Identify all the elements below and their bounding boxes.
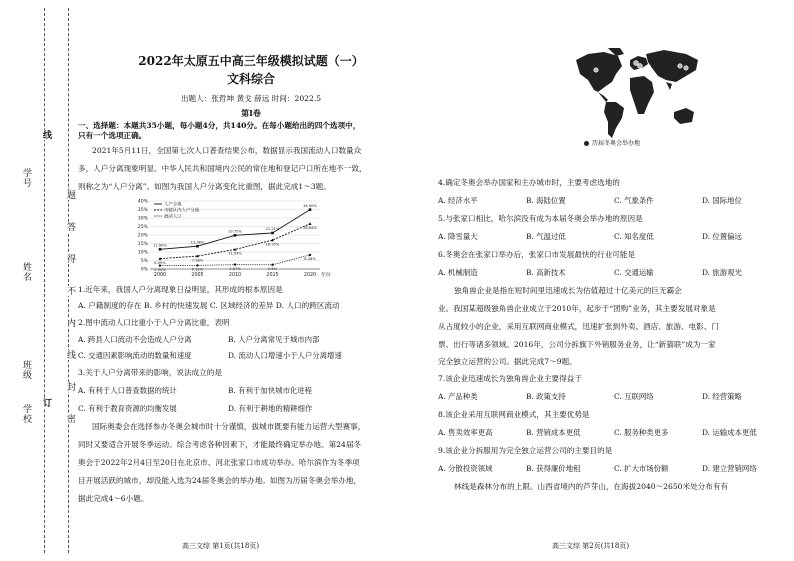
passage-line: 目开展活跃的城市，却没能入选为24届冬奥会的举办地。如图为历届冬奥会举办地， xyxy=(78,476,362,485)
question-1-options: A. 户籍制度的存在 B. 乡村的快速发展 C. 区域经济的差异 D. 人口的跨区流动 xyxy=(78,301,340,310)
instructions-line: 一、选择题：本题共35小题，每小题4分，共140分。在每小题给出的四个选项中， xyxy=(78,121,361,130)
question-4: 4.确定冬奥会举办国家和主办城市时，主要考虑选地的 xyxy=(438,178,620,187)
question-3-options-row xyxy=(78,404,312,414)
seal-char: 不 xyxy=(65,286,75,296)
data-point xyxy=(271,264,273,266)
data-label: 2.57% xyxy=(229,266,241,271)
passage-line: 国际奥委会在选择参办冬奥会城市时十分谨慎，拔城市既要有能力运营大型赛事， xyxy=(92,422,366,431)
passage-line: 同时又要适合开展冬季运动。综合考虑各种因素下，才能最终确定举办地。第24届冬 xyxy=(78,440,362,449)
data-label: 21.21% xyxy=(265,227,280,232)
passage-line: 多，人户分离现象明显。中华人民共和国境内公民的常住地和登记户口所在地不一致， xyxy=(78,164,367,173)
question-7-options-row xyxy=(438,392,742,402)
data-label: 7.58% xyxy=(191,258,204,263)
x-tick-label: 2000 xyxy=(153,273,167,278)
seal-char: 内 xyxy=(65,318,75,328)
option-c: C. 气象条件 xyxy=(614,196,654,205)
y-tick-label: 40% xyxy=(137,199,148,205)
option-c: C. 知名度低 xyxy=(614,232,654,241)
data-point xyxy=(196,245,199,248)
passage-line: 票、出行等诸多领域。2016年，公司分拆旗下外销服务业务，让“新猫联”成为一家 xyxy=(438,340,716,349)
data-point xyxy=(309,254,311,256)
question-2: 2.图中流动人口比重小于人户分离比重，表明 xyxy=(78,318,230,327)
seal-mark-order: 订 xyxy=(41,398,51,408)
y-tick-label: 30% xyxy=(137,216,148,222)
y-tick-label: 5% xyxy=(140,259,148,265)
option-b: B. 人户分离常见于城市内部 xyxy=(228,335,320,344)
exam-subtitle: 文科综合 xyxy=(226,72,275,86)
x-tick-label: 2020 xyxy=(303,273,317,278)
data-label: 6.09% xyxy=(154,260,166,265)
question-3-options-row xyxy=(78,386,312,396)
option-c: C. 互联网络 xyxy=(614,392,654,401)
option-a: A. 经济水平 xyxy=(438,196,478,205)
option-a: A. 产品种类 xyxy=(438,392,478,401)
option-a: A. 分散投资领域 xyxy=(438,464,493,473)
population-chart xyxy=(124,195,334,283)
name-label: 姓名 xyxy=(21,262,31,282)
option-d: D. 旅游观光 xyxy=(702,268,742,277)
passage-line: 奥会于2022年2月4日至20日在北京市、河北张家口市成功举办。哈尔滨作为冬季项 xyxy=(78,458,360,467)
option-c: C. 扩大市场份额 xyxy=(614,464,669,473)
y-tick-label: 0% xyxy=(140,267,148,273)
option-c: C. 有利于教育资源的均衡发展 xyxy=(78,404,177,413)
data-label: 16.95% xyxy=(265,242,280,247)
question-8: 8.该企业采用互联网商业模式，其主要优势是 xyxy=(438,410,590,419)
option-d: D. 流动人口增速小于人户分离增速 xyxy=(228,351,342,360)
legend-label: 人户分离 xyxy=(164,202,182,208)
question-5-options-row xyxy=(438,232,742,242)
data-label: 19.75% xyxy=(228,229,242,234)
data-label: 34.90% xyxy=(303,203,317,208)
x-tick-label: 2015 xyxy=(266,273,279,278)
right-page xyxy=(432,0,788,561)
option-b: B. 营销成本更低 xyxy=(526,428,581,437)
y-tick-label: 15% xyxy=(137,242,148,248)
option-c: C. 服务种类更多 xyxy=(614,428,669,437)
option-b: B. 获得廉价地租 xyxy=(526,464,581,473)
question-8-options-row xyxy=(438,428,757,438)
passage-line: 则称之为“人户分离”。如图为我国人户分离变化比重图，据此完成1～3题。 xyxy=(78,182,331,191)
question-6-options-row xyxy=(438,268,742,278)
option-b: B. 气温过低 xyxy=(526,232,566,241)
passage-line: 据此完成4～6小题。 xyxy=(78,494,149,503)
passage-line: 从占度较小的企业，采用互联网商业模式，迅速扩张到外卖、酒店、旅游、电影、门 xyxy=(438,322,719,331)
question-6: 6.冬奥会在张家口举办后，张家口市发展最快的行业可能是 xyxy=(438,250,636,259)
exam-title: 2022年太原五中高三年级模拟试题（一） xyxy=(138,54,364,68)
question-3: 3.关于人户分离带来的影响，说法成立的是 xyxy=(78,368,222,377)
data-point xyxy=(309,208,312,211)
seal-mark-line: 线 xyxy=(41,130,51,140)
data-label: 26.64% xyxy=(303,225,317,230)
option-d: D. 位置偏远 xyxy=(702,232,742,241)
legend-label: 流动人口 xyxy=(164,214,182,220)
data-point xyxy=(309,222,312,225)
question-5: 5.与张家口相比，哈尔滨没有成为本届冬奥会举办地的原因是 xyxy=(438,214,643,223)
page-footer: 高三文综 第2页(共18页) xyxy=(552,542,630,550)
option-d: D. 建立营销网络 xyxy=(702,464,757,473)
data-label: 13.38% xyxy=(190,240,205,245)
passage-line: 2021年5月11日，全国第七次人口普查结果公布，数据显示我国流动人口数量众 xyxy=(92,146,362,155)
authors-line: 出题人：张哲坤 黄戈 薛远 时间：2022.5 xyxy=(180,94,322,103)
y-tick-label: 10% xyxy=(137,250,148,256)
page-footer: 高三文综 第1页(共18页) xyxy=(182,542,260,550)
question-2-options-row xyxy=(78,351,342,361)
option-d: D. 运输成本更低 xyxy=(702,428,757,437)
question-7: 7.该企业迅速成长为独角兽企业主要得益于 xyxy=(438,374,582,383)
left-page xyxy=(78,0,424,561)
question-4-options-row xyxy=(438,196,742,206)
option-b: B. 海陆位置 xyxy=(526,196,566,205)
x-tick-label: 2005 xyxy=(191,273,204,278)
legend-marker-icon xyxy=(584,141,589,146)
y-tick-label: 25% xyxy=(137,225,148,231)
y-tick-label: 20% xyxy=(137,233,148,239)
passage-line: 完全独立运营的公司。据此完成7～9题。 xyxy=(438,357,577,366)
legend-label: 市辖区内人户分离 xyxy=(164,208,200,214)
option-b: B. 有利于加快城市化进程 xyxy=(228,386,313,395)
question-9: 9.该企业分拆服用为完全独立运营公司的主要目的是 xyxy=(438,446,613,455)
passage-line: 业。我国某超级独角兽企业成立于2010年，起步于“团购”业务，其主要发展对象是 xyxy=(438,304,716,313)
data-point xyxy=(159,248,162,251)
student-id-label: 学号 xyxy=(21,168,31,188)
option-d: D. 有利于耕地的精耕细作 xyxy=(228,404,313,413)
class-label: 班级 xyxy=(21,360,31,380)
passage-line: 林线是森林分布的上限。山西省境内的芦芽山，在海拔2040～2650米处分布有有 xyxy=(454,482,729,491)
option-a: A. 降雪量大 xyxy=(438,232,478,241)
data-label: 11.60% xyxy=(153,243,167,248)
data-point xyxy=(234,234,237,237)
inner-seal-line xyxy=(68,8,69,553)
x-unit-label: 年份 xyxy=(321,273,331,278)
option-b: B. 政策支持 xyxy=(526,392,566,401)
option-a: A. 跨县人口流动不会造成人户分离 xyxy=(78,335,192,344)
question-9-options-row xyxy=(438,464,757,474)
option-a: A. 售卖效率更高 xyxy=(438,428,493,437)
data-point xyxy=(196,264,198,266)
data-point xyxy=(271,232,274,235)
option-b: B. 高新技术 xyxy=(526,268,566,277)
data-label: 11.54% xyxy=(228,251,242,256)
data-label: 2.12% xyxy=(191,267,204,272)
seal-char: 线 xyxy=(65,350,75,360)
data-label: 2.04% xyxy=(154,267,166,272)
seal-char: 题 xyxy=(65,190,75,200)
map-legend-label: 历届冬奥会举办地 xyxy=(592,140,641,147)
outer-seal-line xyxy=(44,8,45,553)
data-point xyxy=(234,263,236,265)
instructions-line: 只有一个选项正确。 xyxy=(78,131,147,140)
seal-char: 密 xyxy=(65,414,75,424)
passage-line: 独角兽企业是指在短时间里迅速成长为估值超过十亿美元的巨无霸企 xyxy=(454,286,682,295)
data-label: 2.5% xyxy=(267,266,278,271)
seal-char: 封 xyxy=(65,382,75,392)
option-a: A. 机械制造 xyxy=(438,268,478,277)
school-label: 学校 xyxy=(21,404,31,424)
binding-margin xyxy=(0,0,74,561)
option-d: D. 经营策略 xyxy=(702,392,742,401)
option-c: C. 交通运输 xyxy=(614,268,654,277)
data-label: 8.28% xyxy=(304,257,316,262)
seal-char: 答 xyxy=(65,222,75,232)
option-c: C. 交通因素影响流动的数量和速度 xyxy=(78,351,192,360)
x-tick-label: 2010 xyxy=(228,273,242,278)
data-point xyxy=(159,264,161,266)
question-1: 1.近年来，我国人户分离现象日益明显，其形成的根本原因是 xyxy=(78,285,283,294)
option-a: A. 有利于人口普查数据的统计 xyxy=(78,386,177,395)
question-2-options-row xyxy=(78,335,319,345)
y-tick-label: 35% xyxy=(137,208,148,214)
option-d: D. 国际地位 xyxy=(702,196,742,205)
seal-char: 得 xyxy=(65,254,75,264)
volume-label: 第Ⅰ卷 xyxy=(241,108,261,118)
